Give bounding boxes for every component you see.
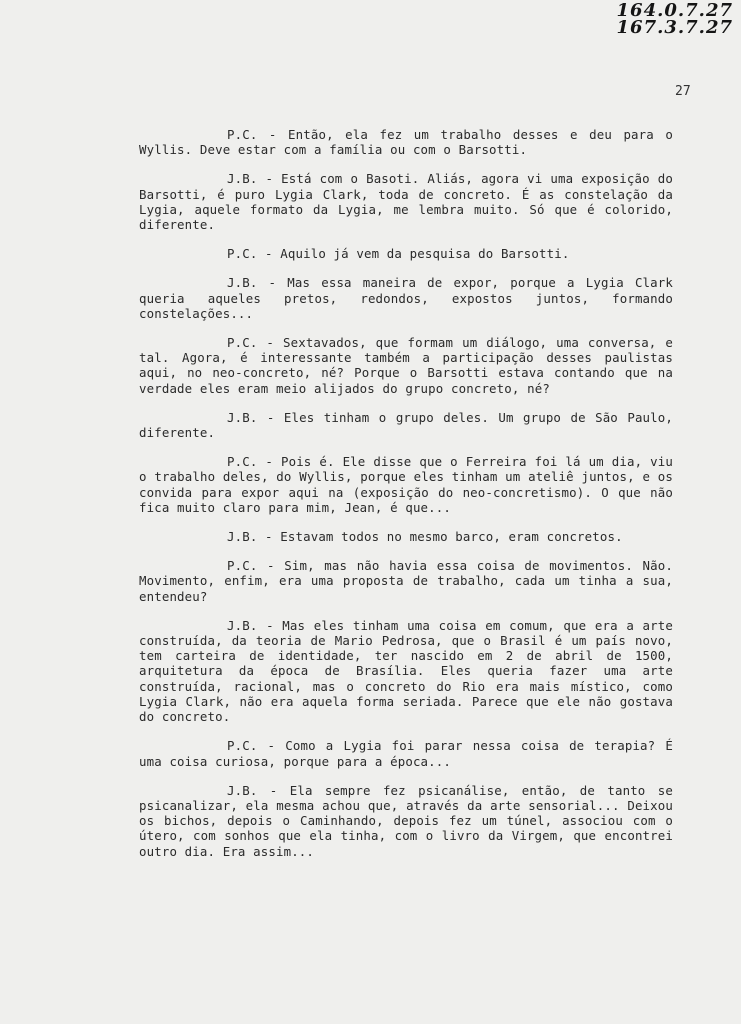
transcript-paragraph: J.B. - Está com o Basoti. Aliás, agora vi uma exposição do Barsotti, é puro Lygia Clark, toda de concreto. É as constelação da Lygia, aquele formato da Lygia, me lembra muito. Só que é colorido, diferente. — [139, 171, 673, 233]
archive-code-line: 167.3.7.27 — [616, 17, 733, 38]
transcript-paragraph: P.C. - Sextavados, que formam um diálogo, uma conversa, e tal. Agora, é interessante também a participação desses paulistas aqui, no neo-concreto, né? Porque o Barsotti estava contando que na verdade eles eram meio alijados do grupo concreto, né? — [139, 335, 673, 396]
transcript-paragraph: J.B. - Mas eles tinham uma coisa em comum, que era a arte construída, da teoria de Mario Pedrosa, que o Brasil é um país novo, tem carteira de identidade, ter nascido em 2 de abril de 1500, arquitetura da época de Brasília. Eles queria fazer uma arte construída, racional, mas o concreto do Rio era mais místico, como Lygia Clark, não era aquela forma seriada. Parece que ele não gostava do concreto. — [139, 617, 673, 725]
transcript-paragraph: J.B. - Mas essa maneira de expor, porque a Lygia Clark queria aqueles pretos, redondos, expostos juntos, formando constelações... — [139, 275, 673, 321]
archive-code-line: 164.0.7.27 — [616, 0, 733, 21]
transcript-paragraph: P.C. - Então, ela fez um trabalho desses e deu para o Wyllis. Deve estar com a família ou com o Barsotti. — [139, 127, 673, 158]
transcript-body — [139, 127, 673, 873]
page-number: 27 — [675, 84, 691, 99]
archive-reference — [617, 2, 733, 36]
transcript-paragraph: P.C. - Pois é. Ele disse que o Ferreira foi lá um dia, viu o trabalho deles, do Wyllis, porque eles tinham um ateliê juntos, e os convida para expor aqui na (exposição do neo-concretismo). O que não fica muito claro para mim, Jean, é que... — [139, 454, 673, 515]
transcript-paragraph: J.B. - Ela sempre fez psicanálise, então, de tanto se psicanalizar, ela mesma achou que, através da arte sensorial... Deixou os bichos, depois o Caminhando, depois fez um túnel, associou com o útero, com sonhos que ela tinha, com o livro da Virgem, que encontrei outro dia. Era assim... — [139, 782, 673, 859]
transcript-paragraph: J.B. - Estavam todos no mesmo barco, eram concretos. — [227, 529, 623, 545]
transcript-paragraph: J.B. - Eles tinham o grupo deles. Um grupo de São Paulo, diferente. — [139, 409, 673, 441]
transcript-paragraph: P.C. - Como a Lygia foi parar nessa coisa de terapia? É uma coisa curiosa, porque para a época... — [139, 738, 673, 769]
transcript-paragraph: P.C. - Sim, mas não havia essa coisa de movimentos. Não. Movimento, enfim, era uma proposta de trabalho, cada um tinha a sua, entendeu? — [139, 558, 673, 604]
transcript-paragraph: P.C. - Aquilo já vem da pesquisa do Barsotti. — [227, 246, 570, 262]
